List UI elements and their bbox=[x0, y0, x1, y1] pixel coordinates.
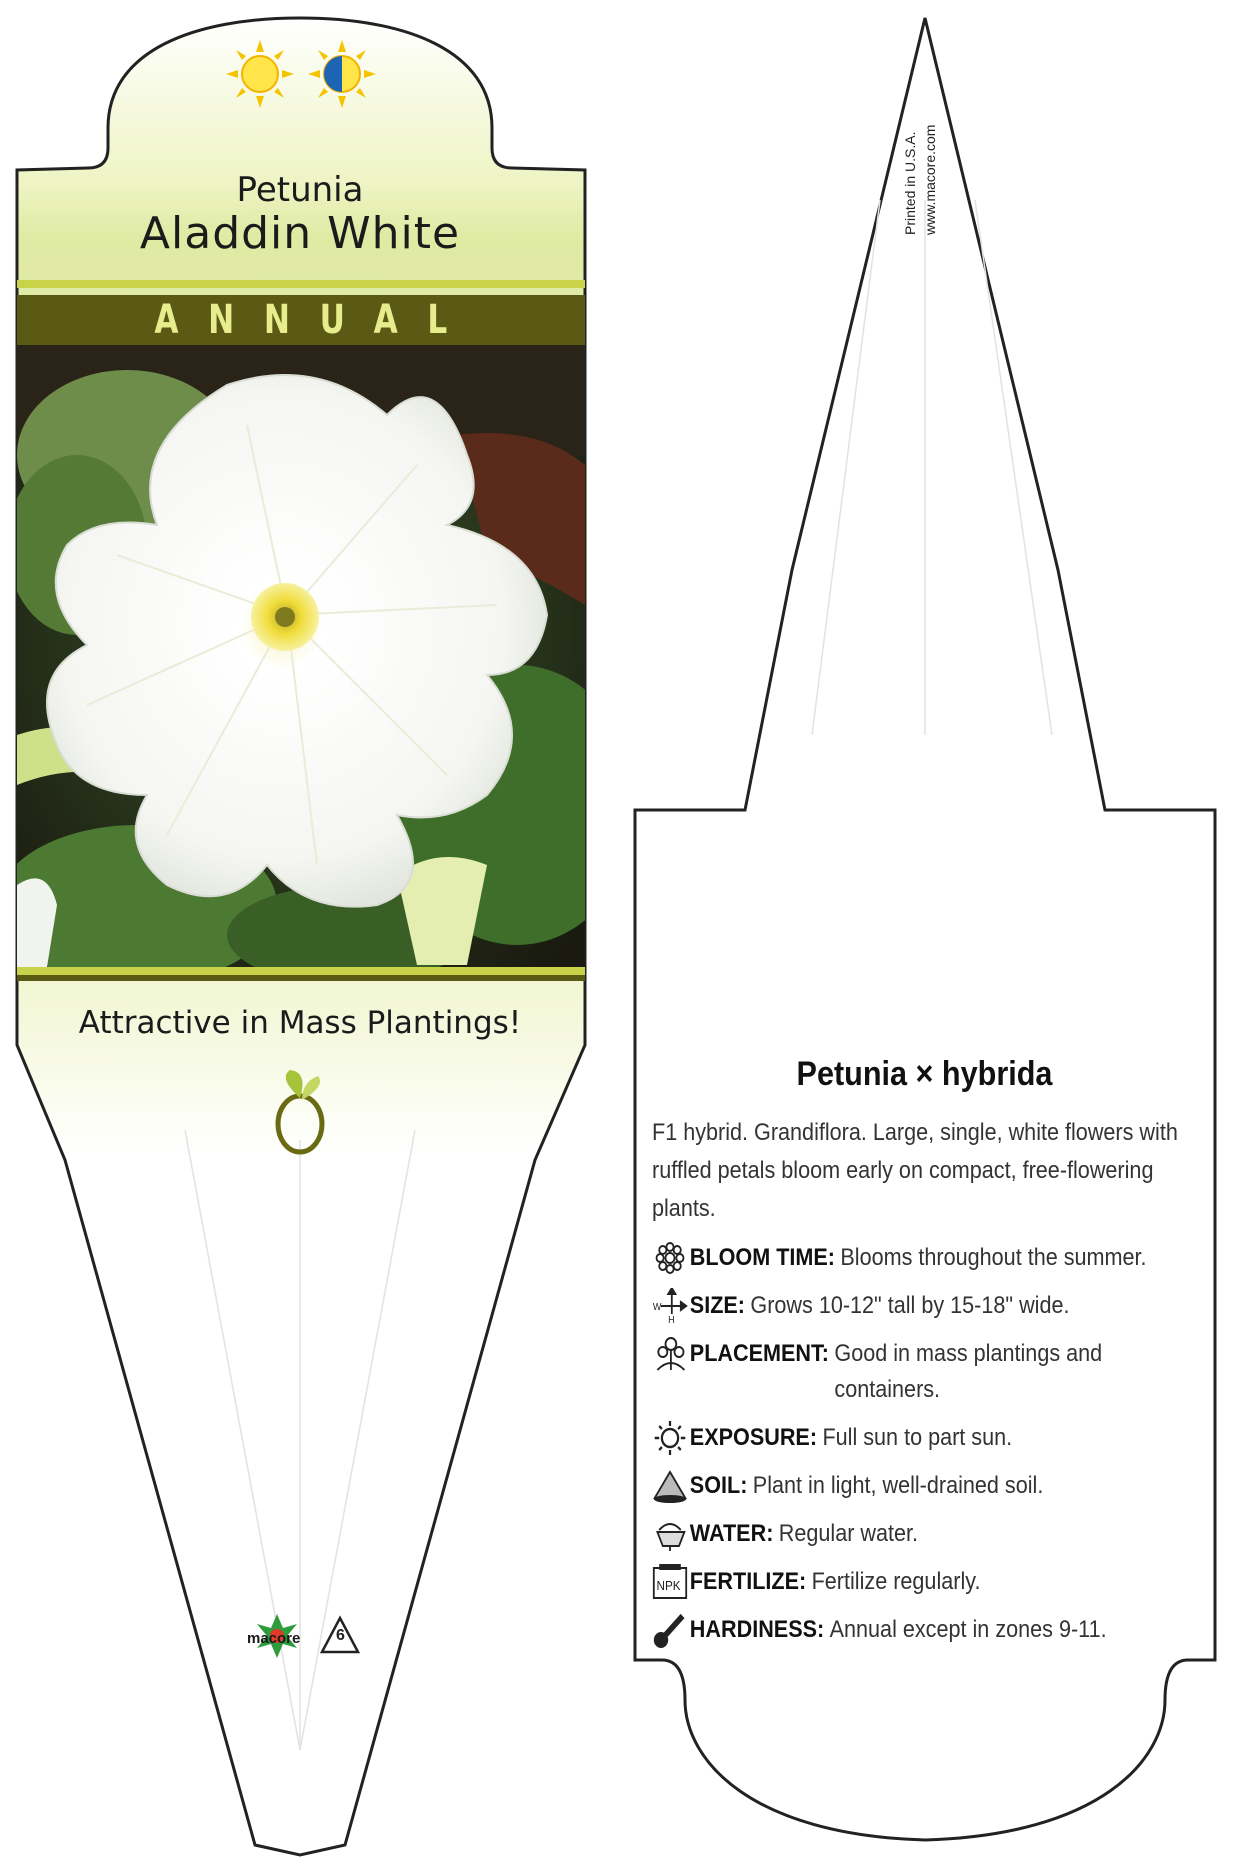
water-label: WATER: bbox=[689, 1520, 774, 1547]
flower-icon bbox=[652, 1240, 690, 1276]
full-sun-icon bbox=[224, 38, 296, 110]
svg-text:H: H bbox=[668, 1314, 675, 1324]
recycle-code: 6 bbox=[336, 1627, 345, 1644]
flower-photo bbox=[17, 345, 585, 967]
back-content bbox=[652, 1055, 1197, 1648]
watering-can-icon bbox=[652, 1516, 690, 1552]
attr-bloom-time bbox=[652, 1240, 1192, 1276]
thermometer-icon bbox=[652, 1612, 690, 1648]
category-bar bbox=[17, 295, 585, 345]
soil-value: Plant in light, well-drained soil. bbox=[752, 1472, 1044, 1499]
fertilize-label: FERTILIZE: bbox=[689, 1568, 807, 1595]
attr-exposure bbox=[652, 1420, 1192, 1456]
printed-line-2: www.macore.com bbox=[922, 124, 938, 235]
variety-name: Aladdin White bbox=[139, 208, 461, 259]
exposure-label: EXPOSURE: bbox=[689, 1424, 818, 1451]
placement-value: Good in mass plantings and containers. bbox=[834, 1340, 1103, 1403]
attr-soil bbox=[652, 1468, 1192, 1504]
printed-info bbox=[900, 95, 940, 245]
macore-logo-text: macore bbox=[247, 1630, 301, 1647]
top-stripe bbox=[17, 280, 585, 288]
common-name: Petunia bbox=[236, 170, 364, 210]
part-sun-icon bbox=[306, 38, 378, 110]
attr-placement bbox=[652, 1336, 1192, 1408]
water-value: Regular water. bbox=[778, 1520, 919, 1547]
seedling-icon bbox=[268, 1068, 332, 1158]
placement-label: PLACEMENT: bbox=[689, 1340, 830, 1367]
fertilize-value: Fertilize regularly. bbox=[811, 1568, 981, 1595]
attr-water bbox=[652, 1516, 1192, 1552]
bloom-time-label: BLOOM TIME: bbox=[689, 1244, 835, 1271]
npk-icon bbox=[652, 1564, 690, 1600]
svg-text:NPK: NPK bbox=[656, 1578, 681, 1594]
attr-size bbox=[652, 1288, 1192, 1324]
size-label: SIZE: bbox=[689, 1292, 746, 1319]
plant-cluster-icon bbox=[652, 1336, 690, 1372]
attr-hardiness bbox=[652, 1612, 1192, 1648]
size-value: Grows 10-12" tall by 15-18" wide. bbox=[750, 1292, 1070, 1319]
hardiness-value: Annual except in zones 9-11. bbox=[829, 1616, 1107, 1643]
size-arrows-icon bbox=[652, 1288, 690, 1324]
svg-text:W: W bbox=[652, 1301, 662, 1314]
bloom-time-value: Blooms throughout the summer. bbox=[840, 1244, 1147, 1271]
exposure-value: Full sun to part sun. bbox=[822, 1424, 1013, 1451]
hardiness-label: HARDINESS: bbox=[689, 1616, 825, 1643]
printed-line-1: Printed in U.S.A. bbox=[902, 131, 918, 235]
attr-fertilize bbox=[652, 1564, 1192, 1600]
scientific-name: Petunia × hybrida bbox=[796, 1055, 1053, 1093]
mid-stripe bbox=[17, 967, 585, 975]
soil-label: SOIL: bbox=[689, 1472, 748, 1499]
description: F1 hybrid. Grandiflora. Large, single, white flowers with ruffled petals bloom early on compact, free-flowering plants. bbox=[652, 1119, 1178, 1222]
sun-outline-icon bbox=[652, 1420, 690, 1456]
category-label: ANNUAL bbox=[154, 297, 478, 343]
tagline: Attractive in Mass Plantings! bbox=[78, 1005, 522, 1041]
soil-pile-icon bbox=[652, 1468, 690, 1504]
mid-band bbox=[17, 975, 585, 981]
